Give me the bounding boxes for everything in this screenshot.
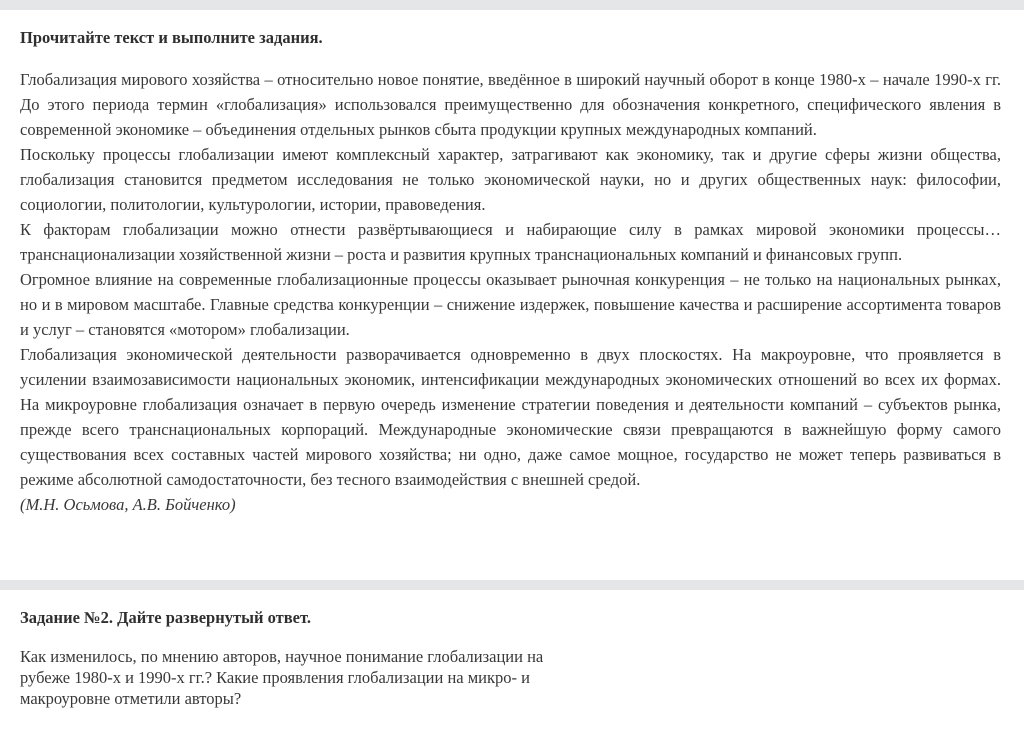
task-title: Задание №2. Дайте развернутый ответ. <box>20 608 311 627</box>
reading-text-card <box>0 10 1024 580</box>
instruction-heading: Прочитайте текст и выполните задания. <box>20 28 323 47</box>
reading-text <box>20 67 1001 517</box>
paragraph-5: Глобализация экономической деятельности разворачивается одновременно в двух плоскостях. На макроуровне, что проявляется в усилении взаимозависимости национальных экономик, интенсификации международных экономических отношений во всех их формах. На микроуровне глобализация означает в первую очередь изменение стратегии поведения и деятельности компаний – субъектов рынка, прежде всего транснациональных корпораций. Международные экономические связи превращаются в важнейшую форму самого существования всех составных частей мирового хозяйства; ни одно, даже самое мощное, государство не может теперь развиваться в режиме абсолютной самодостаточности, без тесного взаимодействия с внешней средой. <box>20 345 1001 489</box>
author-citation: (М.Н. Осьмова, А.В. Бойченко) <box>20 495 236 514</box>
paragraph-2: Поскольку процессы глобализации имеют комплексный характер, затрагивают как экономику, так и другие сферы жизни общества, глобализация становится предметом исследования не только экономической науки, но и других общественных наук: философии, социологии, политологии, культурологии, истории, правоведения. <box>20 145 1001 214</box>
paragraph-1: Глобализация мирового хозяйства – относительно новое понятие, введённое в широкий научный оборот в конце 1980-х – начале 1990-х гг. До этого периода термин «глобализация» использовался преимущественно для обозначения конкретного, специфического явления в современной экономике – объединения отдельных рынков сбыта продукции крупных международных компаний. <box>20 70 1001 139</box>
task-question: Как изменилось, по мнению авторов, научное понимание глобализации на рубеже 1980-х и 1990-х гг.? Какие проявления глобализации на микро- и макроуровне отметили авторы? <box>20 647 544 708</box>
task-card <box>0 590 1024 741</box>
paragraph-3: К факторам глобализации можно отнести развёртывающиеся и набирающие силу в рамках мировой экономики процессы… транснационализации хозяйственной жизни – роста и развития крупных транснациональных компаний и финансовых групп. <box>20 220 1001 264</box>
paragraph-4: Огромное влияние на современные глобализационные процессы оказывает рыночная конкуренция – не только на национальных рынках, но и в мировом масштабе. Главные средства конкуренции – снижение издержек, повышение качества и расширение ассортимента товаров и услуг – становятся «мотором» глобализации. <box>20 270 1001 339</box>
